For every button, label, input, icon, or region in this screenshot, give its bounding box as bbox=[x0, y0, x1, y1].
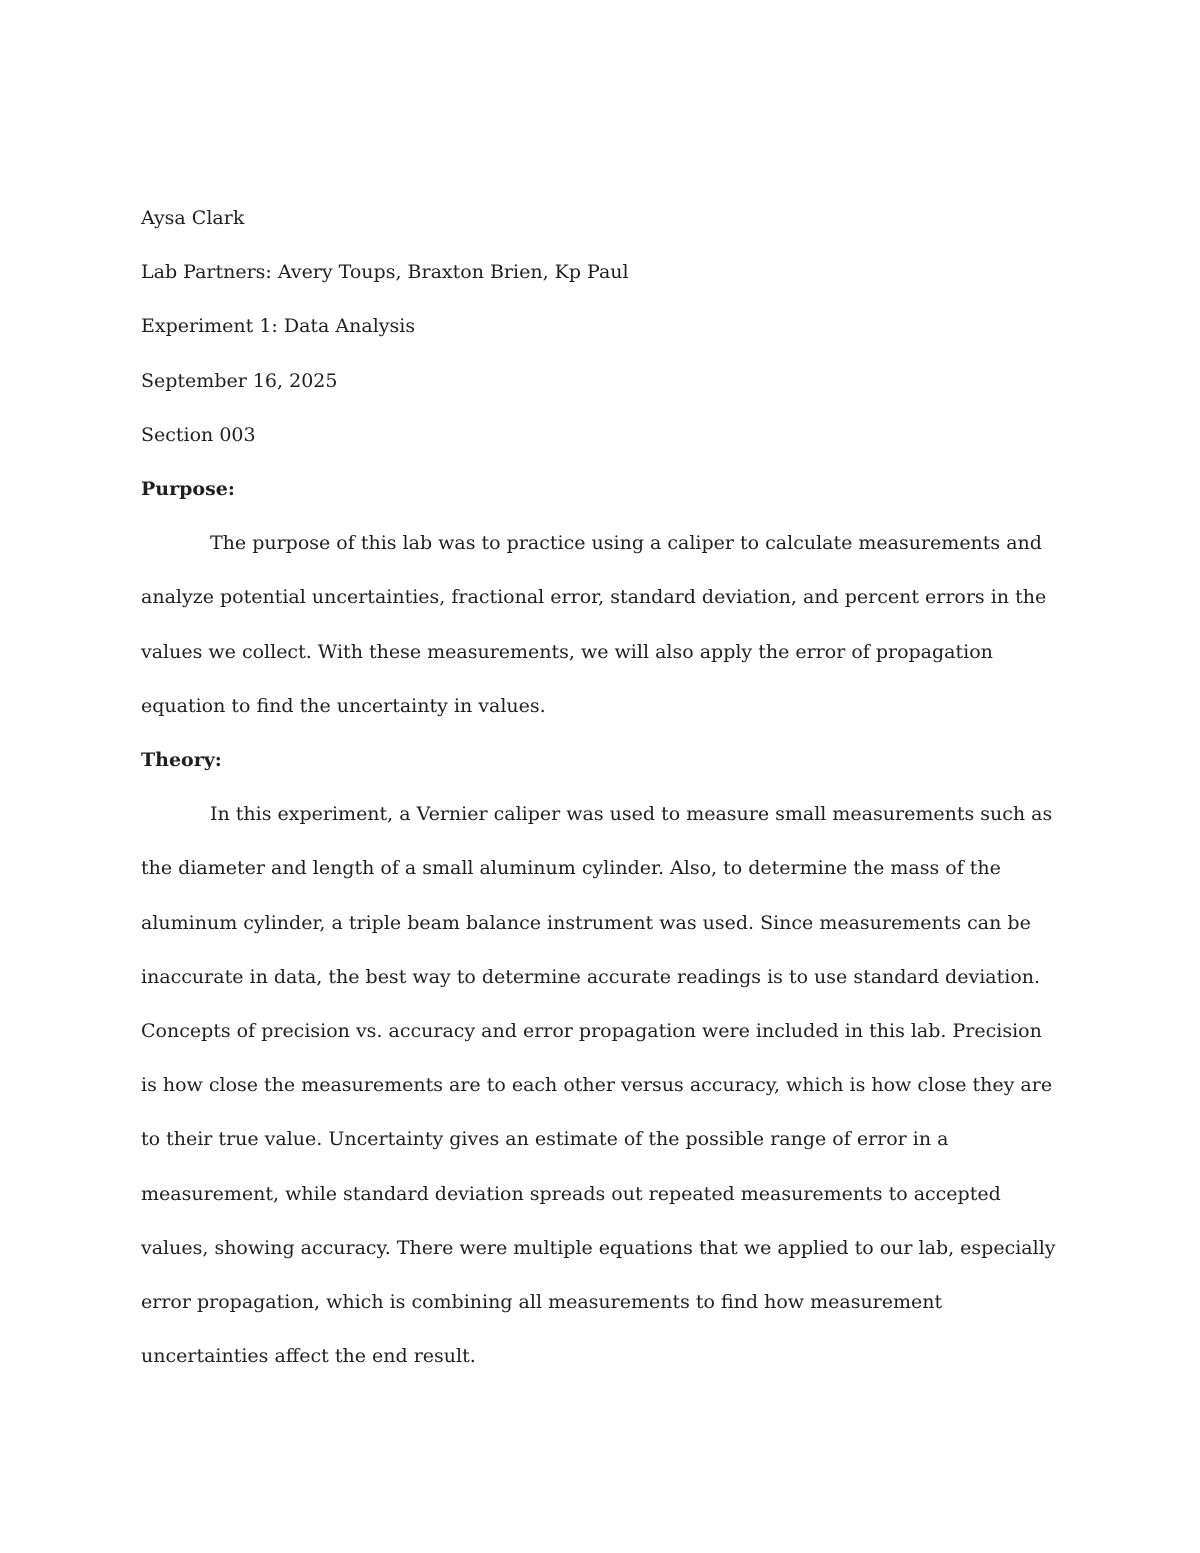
lab-partners: Lab Partners: Avery Toups, Braxton Brien, Kp Paul bbox=[141, 261, 629, 284]
theory-heading: Theory: bbox=[141, 749, 222, 772]
purpose-heading: Purpose: bbox=[141, 478, 235, 501]
theory-paragraph: In this experiment, a Vernier caliper was used to measure small measurements such as the diameter and length of a small aluminum cylinder. Also, to determine the mass of the aluminum cylinder, a triple beam balance instrument was used. Since measurements can be inaccurate in data, the best way to determine accurate readings is to use standard deviation. Concepts of precision vs. accuracy and error propagation were included in this lab. Precision is how close the measurements are to each other versus accuracy, which is how close they are to their true value. Uncertainty gives an estimate of the possible range of error in a measurement, while standard deviation spreads out repeated measurements to accepted values, showing accuracy. There were multiple equations that we applied to our lab, especially error propagation, which is combining all measurements to find how measurement uncertainties affect the end result. bbox=[141, 803, 1056, 1368]
document-body bbox=[141, 191, 1061, 1383]
author-name: Aysa Clark bbox=[141, 207, 245, 229]
section-number: Section 003 bbox=[141, 423, 256, 446]
purpose-paragraph: The purpose of this lab was to practice using a caliper to calculate measurements and analyze potential uncertainties, fractional error, standard deviation, and percent errors in the values we collect. With these measurements, we will also apply the error of propagation equation to find the uncertainty in values. bbox=[141, 532, 1047, 717]
experiment-title: Experiment 1: Data Analysis bbox=[141, 315, 416, 338]
report-date: September 16, 2025 bbox=[141, 369, 338, 392]
